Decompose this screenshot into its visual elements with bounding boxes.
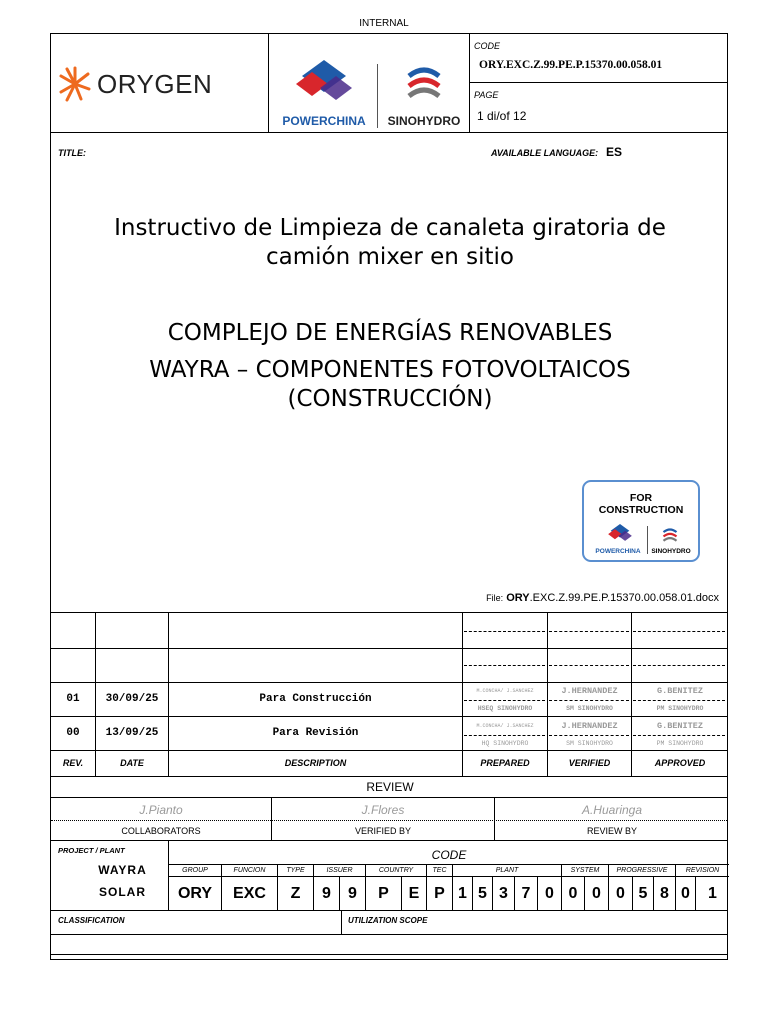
rev-00-verified: J.HERNANDEZ	[561, 721, 618, 731]
rev-01-verified-org: SM SINOHYDRO	[566, 704, 613, 712]
rev-01-prepared: M.CONCHA/ J.SANCHEZ	[476, 688, 534, 694]
rev-01-verified: J.HERNANDEZ	[561, 686, 618, 696]
field-funcion: FUNCION	[233, 867, 266, 874]
powerchina-mark-icon	[294, 60, 354, 112]
rev-01-approved-org: PM SINOHYDRO	[656, 704, 704, 712]
verified-by-label: VERIFIED BY	[354, 825, 411, 836]
code-revision-1: 0	[681, 884, 690, 902]
code-progressive-1: 0	[616, 884, 625, 902]
file-prefix: ORY	[506, 592, 530, 604]
code-tec: P	[434, 884, 445, 902]
orygen-logo	[59, 62, 264, 106]
rev-01-description: Para Construcción	[259, 693, 372, 705]
page-label: PAGE	[474, 90, 499, 100]
sinohydro-logo	[381, 58, 467, 132]
field-type: TYPE	[286, 867, 305, 874]
code-revision-2: 1	[708, 884, 717, 902]
internal-label: INTERNAL	[359, 18, 409, 29]
code-funcion: EXC	[233, 884, 266, 902]
rev-00-approved: G.BENITEZ	[657, 721, 703, 731]
reviewer-name: A.Huaringa	[581, 803, 643, 817]
prepared-header: PREPARED	[480, 758, 530, 768]
code-progressive-2: 5	[638, 884, 648, 902]
page-value: 1 di/of 12	[477, 109, 527, 123]
project-name-line-1: WAYRA	[98, 863, 147, 877]
code-issuer-2: 9	[348, 884, 357, 902]
file-name	[486, 592, 719, 604]
utilization-label: UTILIZATION SCOPE	[348, 916, 428, 925]
sinohydro-mark-icon	[401, 62, 447, 108]
verified-header: VERIFIED	[568, 758, 611, 768]
rev-01-date: 30/09/25	[105, 693, 159, 705]
field-group: GROUP	[182, 867, 208, 874]
code-plant-2: 5	[478, 884, 487, 902]
code-system-1: 0	[568, 884, 578, 902]
project-line-3: (CONSTRUCCIÓN)	[287, 386, 493, 412]
project-title	[51, 317, 729, 416]
rev-00-prepared-org: HQ SINOHYDRO	[481, 739, 529, 747]
title-line-2: camión mixer en sitio	[265, 244, 514, 270]
file-rest: .EXC.Z.99.PE.P.15370.00.058.01.docx	[529, 592, 719, 604]
rev-00-approved-org: PM SINOHYDRO	[656, 739, 704, 747]
rev-01-approved: G.BENITEZ	[657, 686, 703, 696]
stamp-sinohydro-text: SINOHYDRO	[651, 548, 691, 555]
code-progressive-3: 8	[660, 884, 669, 902]
stamp-powerchina-icon	[606, 524, 634, 546]
code-plant-1: 1	[458, 884, 467, 902]
file-label: File:	[486, 593, 504, 603]
description-header: DESCRIPTION	[284, 758, 347, 768]
code-country-2: E	[408, 884, 420, 902]
rev-header: REV.	[62, 758, 84, 768]
code-plant-4: 7	[521, 884, 531, 902]
document-title	[51, 214, 729, 272]
rev-00-verified-org: SM SINOHYDRO	[566, 739, 613, 747]
stamp-line-1: FOR	[629, 492, 653, 504]
stamp-sinohydro-icon	[660, 526, 680, 546]
code-group: ORY	[177, 884, 213, 902]
orygen-logo-text: ORYGEN	[97, 68, 213, 99]
rev-00-prepared: M.CONCHA/ J.SANCHEZ	[476, 723, 534, 729]
code-country-1: P	[378, 884, 389, 902]
sinohydro-logo-text: SINOHYDRO	[387, 114, 461, 128]
field-plant: PLANT	[495, 867, 519, 874]
rev-00-number: 00	[66, 727, 80, 739]
collaborators-label: COLLABORATORS	[121, 825, 201, 836]
review-title: REVIEW	[366, 780, 414, 794]
field-issuer: ISSUER	[326, 867, 353, 874]
date-header: DATE	[120, 758, 144, 768]
classification-label: CLASSIFICATION	[58, 916, 125, 925]
stamp-powerchina-text: POWERCHINA	[595, 548, 641, 555]
powerchina-logo	[270, 58, 378, 132]
code-type: Z	[290, 884, 301, 902]
rev-00-date: 13/09/25	[105, 727, 159, 739]
language-label: AVAILABLE LANGUAGE:	[491, 148, 599, 158]
rev-00-description: Para Revisión	[272, 727, 359, 739]
code-plant-3: 3	[499, 884, 508, 902]
field-system: SYSTEM	[570, 867, 600, 874]
field-tec: TEC	[432, 867, 447, 874]
for-construction-stamp	[582, 480, 700, 562]
verified-name: J.Flores	[361, 803, 405, 817]
code-value: ORY.EXC.Z.99.PE.P.15370.00.058.01	[479, 59, 663, 71]
title-label: TITLE:	[58, 148, 86, 158]
code-plant-5: 0	[545, 884, 554, 902]
collaborator-name: J.Pianto	[139, 803, 183, 817]
project-line-1: COMPLEJO DE ENERGÍAS RENOVABLES	[167, 320, 613, 346]
orygen-sun-icon	[59, 65, 91, 103]
project-name-line-2: SOLAR	[99, 885, 146, 899]
code-block-title: CODE	[431, 848, 467, 862]
code-issuer-1: 9	[322, 884, 331, 902]
stamp-line-2: CONSTRUCTION	[598, 504, 684, 516]
code-label: CODE	[474, 41, 501, 51]
field-revision: REVISION	[685, 867, 720, 874]
field-progressive: PROGRESSIVE	[616, 867, 668, 874]
project-plant-label: PROJECT / PLANT	[58, 846, 125, 855]
language-value: ES	[606, 145, 623, 159]
approved-header: APPROVED	[654, 758, 706, 768]
review-by-label: REVIEW BY	[586, 825, 637, 836]
code-system-2: 0	[592, 884, 601, 902]
field-country: COUNTRY	[378, 867, 414, 874]
rev-01-number: 01	[66, 693, 80, 705]
title-line-1: Instructivo de Limpieza de canaleta giratoria de	[114, 215, 666, 241]
rev-01-prepared-org: HSEQ SINOHYDRO	[477, 704, 533, 712]
document-frame	[50, 33, 728, 960]
powerchina-logo-text: POWERCHINA	[282, 114, 366, 128]
project-line-2: WAYRA – COMPONENTES FOTOVOLTAICOS	[149, 357, 631, 383]
